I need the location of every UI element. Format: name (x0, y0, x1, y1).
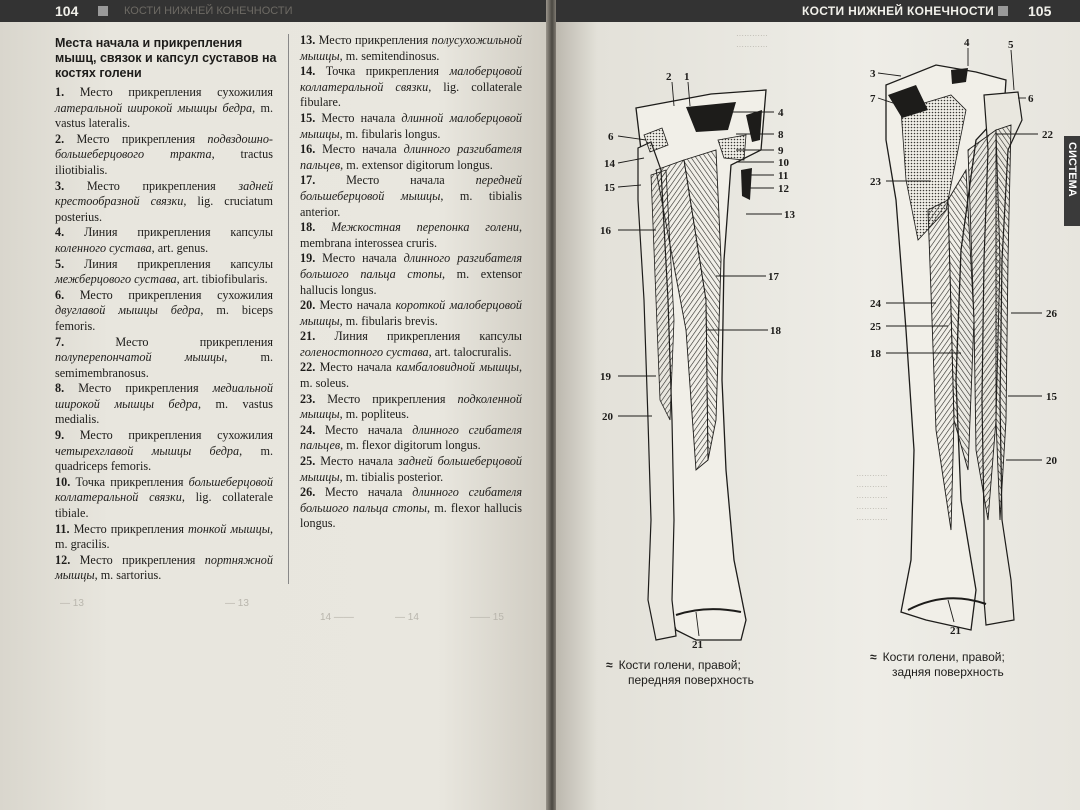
legend-item: 12. Место прикрепления портняжной мышцы, m. sartorius. (55, 552, 273, 583)
legend-item: 24. Место начала длинного сгибателя пальцев, m. flexor digitorum longus. (300, 422, 523, 453)
figure-label-posterior: 20 (1046, 455, 1057, 467)
figure-label-anterior: 4 (778, 107, 784, 119)
figure-label-posterior: 24 (870, 298, 881, 310)
bleed-through-text: ············ ············ ············ ············ ············ (856, 471, 888, 524)
chevron-up-icon: ≈ (606, 658, 613, 672)
legend-item: 19. Место начала длинного разгибателя большого пальца стопы, m. extensor hallucis longus. (300, 251, 523, 297)
section-title: Места начала и прикрепления мышц, связок и капсул суставов на костях голени (55, 36, 277, 80)
bleed-through-text: —— 15 (470, 612, 504, 623)
anterior-caption: ≈ Кости голени, правой; передняя поверхность (606, 658, 754, 687)
figure-label-anterior: 11 (778, 170, 789, 182)
legend-item: 25. Место начала задней большеберцовой мышцы, m. tibialis posterior. (300, 454, 523, 484)
legend-item: 22. Место начала камбаловидной мышцы, m. soleus. (300, 360, 522, 391)
figure-label-anterior: 9 (778, 145, 784, 157)
bleed-through-text: 14 —— (320, 612, 354, 623)
legend-column-2 (300, 33, 522, 532)
running-head: КОСТИ НИЖНЕЙ КОНЕЧНОСТИ (802, 4, 995, 18)
legend-item: 9. Место прикрепления сухожилия четырехглавой мышцы бедра, m. quadriceps femoris. (55, 428, 274, 474)
legend-column-1 (55, 85, 273, 584)
legend-item: 13. Место прикрепления полусухожильной мышцы, m. semitendinosus. (300, 33, 522, 63)
chevron-up-icon: ≈ (870, 650, 877, 664)
figure-label-anterior: 21 (692, 639, 703, 651)
posterior-view-drawing (886, 65, 1022, 630)
legend-item: 5. Линия прикрепления капсулы межберцового сустава, art. tibiofibularis. (55, 256, 274, 287)
figure-label-posterior: 7 (870, 93, 876, 105)
figure-label-anterior: 18 (770, 325, 781, 337)
figure-label-anterior: 13 (784, 209, 795, 221)
legend-item: 1. Место прикрепления сухожилия латеральной широкой мышцы бедра, m. vastus lateralis. (55, 85, 274, 131)
legend-item: 3. Место прикрепления задней крестообразной связки, lig. cruciatum posterius. (55, 178, 274, 224)
figure-label-posterior: 22 (1042, 129, 1053, 141)
legend-item: 21. Линия прикрепления капсулы голеностопного сустава, art. talocruralis. (300, 329, 522, 359)
tibia-fibula-figures (556, 0, 1080, 810)
left-page-header (0, 0, 548, 22)
bleed-through-text: — 13 (225, 598, 249, 609)
figure-label-anterior: 1 (684, 71, 690, 83)
figure-label-posterior: 23 (870, 176, 881, 188)
figure-label-anterior: 2 (666, 71, 672, 83)
bleed-through-text: — 14 (395, 612, 419, 623)
left-page-number: 104 (55, 3, 79, 19)
bleed-through-text: ············ ············ (736, 31, 768, 51)
legend-item: 20. Место начала короткой малоберцовой мышцы, m. fibularis brevis. (300, 298, 523, 328)
bleed-through-text: — 13 (60, 598, 84, 609)
right-page-number: 105 (1028, 3, 1052, 19)
legend-item: 15. Место начала длинной малоберцовой мышцы, m. fibularis longus. (300, 110, 523, 141)
legend-item: 2. Место прикрепления подвздошно-большеберцового тракта, tractus iliotibialis. (55, 131, 273, 177)
figure-label-anterior: 20 (602, 411, 613, 423)
posterior-caption: ≈ Кости голени, правой; задняя поверхность (870, 650, 1005, 679)
figure-label-anterior: 14 (604, 158, 615, 170)
figure-label-posterior: 21 (950, 625, 961, 637)
figure-label-anterior: 6 (608, 131, 614, 143)
figure-label-posterior: 5 (1008, 39, 1014, 51)
legend-item: 26. Место начала длинного сгибателя большого пальца стопы, m. flexor hallucis longus. (300, 485, 523, 531)
figure-label-anterior: 15 (604, 182, 615, 194)
figure-label-posterior: 6 (1028, 93, 1034, 105)
legend-item: 8. Место прикрепления медиальной широкой мышцы бедра, m. vastus medialis. (55, 381, 273, 427)
right-page (556, 0, 1080, 810)
figure-label-anterior: 16 (600, 225, 611, 237)
section-side-tab: СИСТЕМА (1064, 136, 1080, 226)
figure-label-anterior: 10 (778, 157, 789, 169)
figure-label-posterior: 26 (1046, 308, 1057, 320)
figure-label-anterior: 19 (600, 371, 611, 383)
legend-item: 17. Место начала передней большеберцовой мышцы, m. tibialis anterior. (300, 173, 523, 219)
left-ghost-header: КОСТИ НИЖНЕЙ КОНЕЧНОСТИ (124, 5, 293, 17)
legend-item: 6. Место прикрепления сухожилия двуглавой мышцы бедра, m. biceps femoris. (55, 287, 274, 333)
legend-item: 16. Место начала длинного разгибателя пальцев, m. extensor digitorum longus. (300, 142, 523, 172)
figure-label-anterior: 12 (778, 183, 789, 195)
figure-label-posterior: 18 (870, 348, 881, 360)
header-square-icon (98, 6, 108, 16)
legend-item: 11. Место прикрепления тонкой мышцы, m. gracilis. (55, 521, 273, 552)
figure-label-posterior: 15 (1046, 391, 1057, 403)
column-divider (288, 34, 289, 584)
legend-item: 7. Место прикрепления полуперепончатой мышцы, m. semimembranosus. (55, 334, 273, 380)
anterior-view-drawing (636, 90, 766, 640)
legend-item: 14. Точка прикрепления малоберцовой коллатеральной связки, lig. collaterale fibulare. (300, 64, 522, 110)
figure-label-posterior: 25 (870, 321, 881, 333)
legend-item: 23. Место прикрепления подколенной мышцы, m. popliteus. (300, 391, 522, 422)
legend-item: 18. Межкостная перепонка голени, membrana interossea cruris. (300, 220, 523, 250)
figure-label-anterior: 17 (768, 271, 779, 283)
legend-item: 10. Точка прикрепления большеберцовой коллатеральной связки, lig. collaterale tibiale. (55, 474, 273, 521)
figure-label-posterior: 3 (870, 68, 876, 80)
figure-label-anterior: 8 (778, 129, 784, 141)
figure-label-posterior: 4 (964, 37, 970, 49)
legend-item: 4. Линия прикрепления капсулы коленного сустава, art. genus. (55, 225, 274, 255)
